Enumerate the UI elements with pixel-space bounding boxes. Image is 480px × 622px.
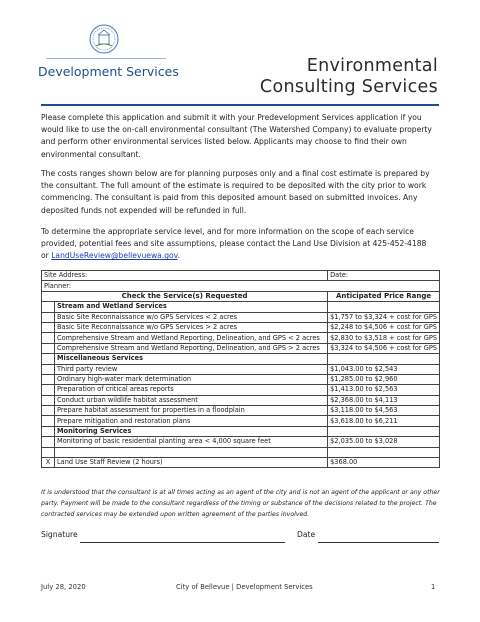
table-row — [42, 312, 440, 322]
signature-line[interactable] — [80, 542, 285, 543]
section-spacer — [42, 426, 55, 436]
title-line-1: Environmental — [306, 56, 438, 76]
page-title — [260, 56, 438, 98]
title-line-2: Consulting Services — [259, 77, 438, 97]
blank-row — [42, 447, 440, 457]
service-checkbox[interactable] — [42, 416, 55, 426]
table-row — [42, 416, 440, 426]
service-checkbox[interactable] — [42, 364, 55, 374]
table-row — [42, 406, 440, 416]
service-price: $2,830 to $3,518 + cost for GPS — [328, 333, 440, 343]
section-heading-misc: Miscellaneous Services — [55, 354, 328, 364]
development-services-logo — [38, 22, 178, 82]
service-checkbox[interactable] — [42, 374, 55, 384]
column-header-row — [42, 291, 440, 301]
city-seal-icon — [88, 22, 120, 56]
table-row — [42, 343, 440, 353]
section-row — [42, 302, 440, 312]
table-row — [42, 364, 440, 374]
service-name: Ordinary high-water mark determination — [55, 374, 328, 384]
staff-review-checkbox[interactable]: X — [42, 457, 55, 467]
service-checkbox[interactable] — [42, 385, 55, 395]
section-spacer — [42, 302, 55, 312]
org-name: Development Services — [38, 64, 179, 79]
service-name: Comprehensive Stream and Wetland Reporting, Delineation, and GPS < 2 acres — [55, 333, 328, 343]
section-price-blank — [328, 354, 440, 364]
service-name: Preparation of critical areas reports — [55, 385, 328, 395]
service-name: Conduct urban wildlife habitat assessment — [55, 395, 328, 405]
service-checkbox[interactable] — [42, 406, 55, 416]
service-price: $1,413.00 to $2,563 — [328, 385, 440, 395]
table-row — [42, 322, 440, 332]
services-form-table — [41, 270, 440, 468]
planner-field[interactable]: Planner: — [42, 281, 440, 291]
table-row — [42, 437, 440, 447]
site-address-field[interactable]: Site Address: — [42, 271, 328, 281]
blank-cell — [55, 447, 328, 457]
planner-row — [42, 281, 440, 291]
service-price: $3,618.00 to $6,211 — [328, 416, 440, 426]
contact-end: . — [177, 251, 181, 261]
service-name: Prepare mitigation and restoration plans — [55, 416, 328, 426]
service-name: Basic Site Reconnaissance w/o GPS Services > 2 acres — [55, 322, 328, 332]
service-price: $1,757 to $3,324 + cost for GPS — [328, 312, 440, 322]
section-spacer — [42, 354, 55, 364]
footer-center: City of Bellevue | Development Services — [176, 583, 313, 591]
service-checkbox[interactable] — [42, 322, 55, 332]
service-checkbox[interactable] — [42, 437, 55, 447]
disclaimer-text: It is understood that the consultant is at all times acting as an agent of the city and is not an agent of the applicant or any other party. Payment will be made to the consultant regardless of the timing or substance of the decisions related to the project. The contracted services may be extended upon written agreement of the parties involved. — [41, 489, 440, 518]
service-name: Land Use Staff Review (2 hours) — [55, 457, 328, 467]
service-price: $1,043.00 to $2,543 — [328, 364, 440, 374]
footer-date: July 28, 2020 — [41, 583, 86, 591]
blank-cell — [42, 447, 55, 457]
service-price: $3,324 to $4,506 + cost for GPS — [328, 343, 440, 353]
contact-text: To determine the appropriate service level, and for more information on the scope of each service provided, potential fees and site assumptions, please contact the Land Use Division at 425-452-4188 — [41, 227, 427, 249]
intro-paragraph-3 — [41, 226, 441, 263]
service-price: $1,285.00 to $2,960 — [328, 374, 440, 384]
price-column-header: Anticipated Price Range — [328, 291, 440, 301]
blank-cell — [328, 447, 440, 457]
table-row — [42, 374, 440, 384]
service-name: Prepare habitat assessment for properties in a floodplain — [55, 406, 328, 416]
service-price: $2,035.00 to $3,028 — [328, 437, 440, 447]
section-price-blank — [328, 426, 440, 436]
intro-paragraph-1: Please complete this application and submit it with your Predevelopment Services application if you would like to use the on-call environmental consultant (The Watershed Company) to evaluate property and perform other environmental services listed below. Applicants may choose to find their own environmental consultant. — [41, 113, 432, 159]
service-checkbox[interactable] — [42, 395, 55, 405]
service-price: $2,248 to $4,506 + cost for GPS — [328, 322, 440, 332]
service-name: Basic Site Reconnaissance w/o GPS Services < 2 acres — [55, 312, 328, 322]
signature-label: Signature — [41, 530, 78, 539]
site-address-row — [42, 271, 440, 281]
service-checkbox[interactable] — [42, 343, 55, 353]
contact-or: or — [41, 251, 52, 261]
table-row — [42, 395, 440, 405]
service-price: $3,118.00 to $4,563 — [328, 406, 440, 416]
section-heading-monitoring: Monitoring Services — [55, 426, 328, 436]
section-heading-stream: Stream and Wetland Services — [55, 302, 328, 312]
date-field[interactable]: Date: — [328, 271, 440, 281]
section-price-blank — [328, 302, 440, 312]
date-label: Date — [297, 530, 316, 539]
service-name: Comprehensive Stream and Wetland Reporting, Delineation, and GPS > 2 acres — [55, 343, 328, 353]
email-link[interactable]: LandUseReview@bellevuewa.gov — [51, 251, 178, 261]
section-row — [42, 354, 440, 364]
service-checkbox[interactable] — [42, 333, 55, 343]
logo-divider — [46, 58, 166, 59]
intro-paragraph-2: The costs ranges shown below are for planning purposes only and a final cost estimate is prepared by the consultant. The full amount of the estimate is required to be deposited with the city prior to work commencing. The consultant is paid from this deposited amount based on submitted invoices. Any deposited funds not expended will be refunded in full. — [41, 169, 430, 215]
service-checkbox[interactable] — [42, 312, 55, 322]
service-name: Third party review — [55, 364, 328, 374]
service-price: $368.00 — [328, 457, 440, 467]
table-row — [42, 457, 440, 467]
section-row — [42, 426, 440, 436]
service-price: $2,368.00 to $4,113 — [328, 395, 440, 405]
table-row — [42, 333, 440, 343]
footer-page-number: 1 — [431, 583, 436, 591]
date-line[interactable] — [318, 542, 439, 543]
header-rule — [41, 104, 439, 106]
service-name: Monitoring of basic residential planting area < 4,000 square feet — [55, 437, 328, 447]
service-column-header: Check the Service(s) Requested — [42, 291, 328, 301]
table-row — [42, 385, 440, 395]
